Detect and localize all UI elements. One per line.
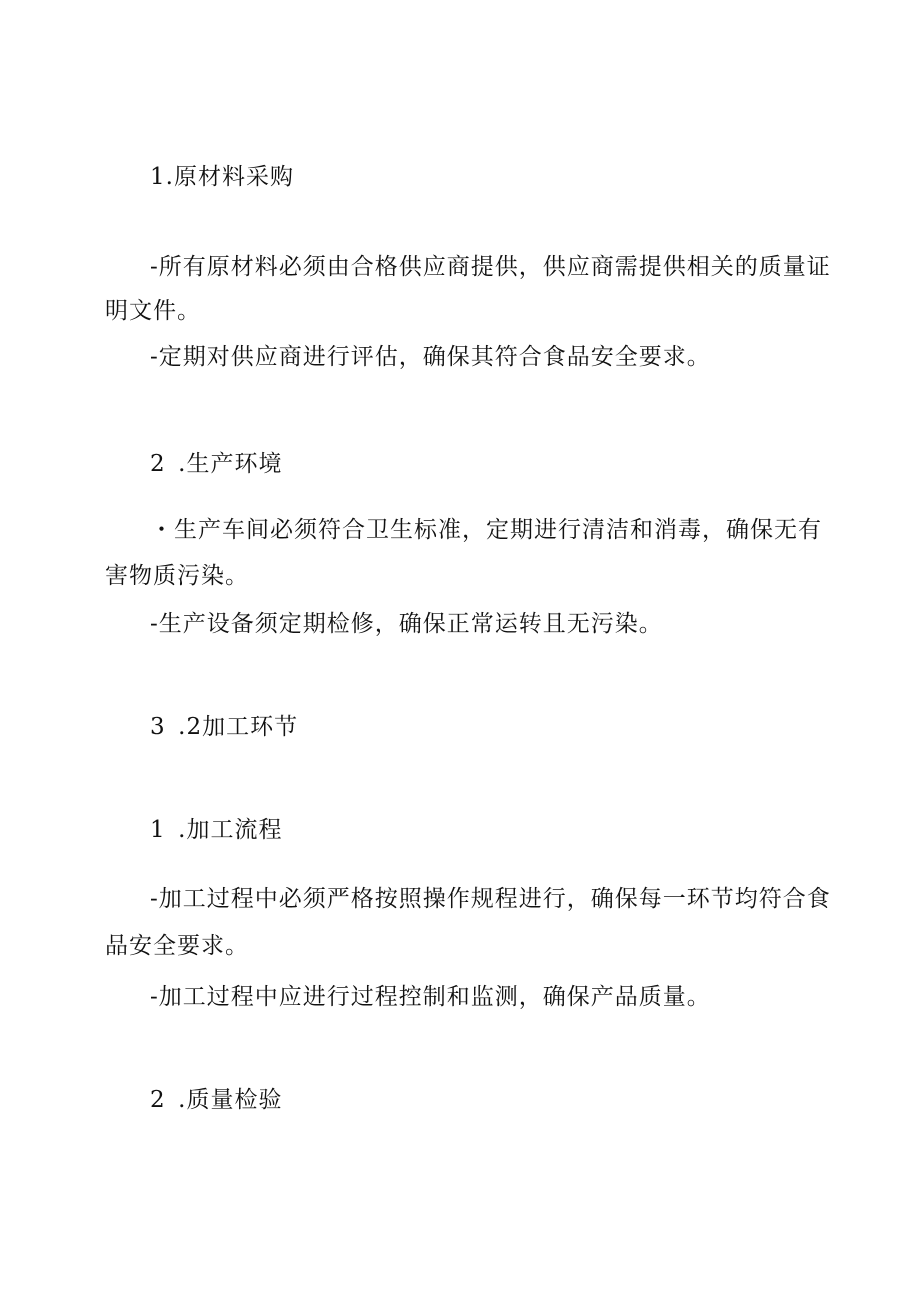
paragraph-workshop-hygiene-line2: 害物质污染。	[105, 563, 249, 589]
section-heading-quality-inspection: 2 .质量检验	[150, 1087, 283, 1113]
paragraph-supplier-qualification-line1: -所有原材料必须由合格供应商提供，供应商需提供相关的质量证	[150, 254, 831, 280]
section-heading-production-environment: 2 .生产环境	[150, 451, 283, 477]
section-heading-raw-material-procurement: 1.原材料采购	[150, 164, 294, 190]
paragraph-supplier-qualification-line2: 明文件。	[105, 298, 201, 324]
section-heading-processing-flow: 1 .加工流程	[150, 817, 283, 843]
paragraph-equipment-maintenance: -生产设备须定期检修，确保正常运转且无污染。	[150, 611, 663, 637]
paragraph-supplier-evaluation: -定期对供应商进行评估，确保其符合食品安全要求。	[150, 344, 711, 370]
section-heading-processing-stage: 3 .2加工环节	[150, 714, 299, 740]
paragraph-workshop-hygiene-line1: ・生产车间必须符合卫生标准，定期进行清洁和消毒，确保无有	[150, 517, 822, 543]
paragraph-operating-procedures-line2: 品安全要求。	[105, 933, 249, 959]
paragraph-operating-procedures-line1: -加工过程中必须严格按照操作规程进行，确保每一环节均符合食	[150, 886, 831, 912]
paragraph-process-control: -加工过程中应进行过程控制和监测，确保产品质量。	[150, 984, 711, 1010]
